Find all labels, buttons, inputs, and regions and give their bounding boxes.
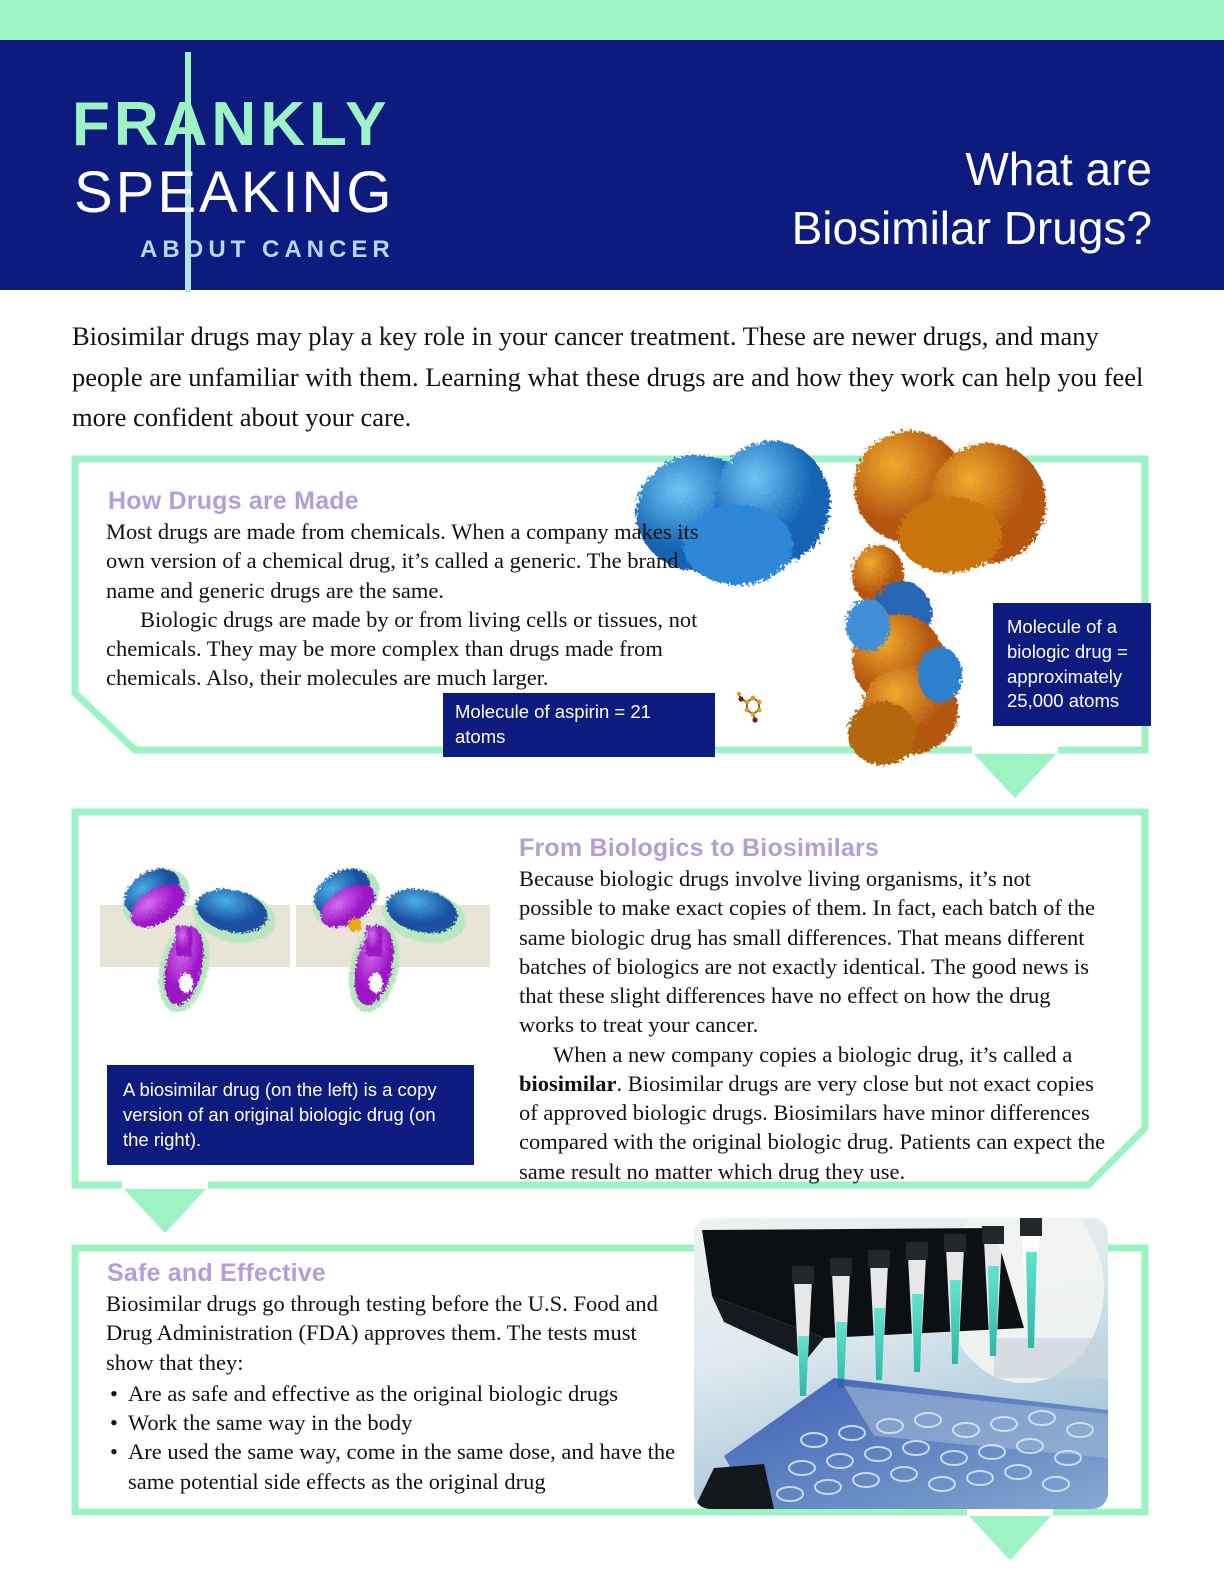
caption-aspirin: Molecule of aspirin = 21 atoms	[443, 693, 715, 757]
bold-term-biosimilar: biosimilar	[519, 1070, 617, 1096]
paragraph: Biologic drugs are made by or from living cells or tissues, not chemicals. They may be more complex than drugs made from chemicals. Also, their molecules are much larger.	[106, 606, 698, 691]
section-title-how-drugs-are-made: How Drugs are Made	[108, 487, 359, 515]
list-item: • Work the same way in the body	[106, 1408, 686, 1437]
logo-line-about-cancer: ABOUT CANCER	[140, 236, 395, 263]
paragraph: Because biologic drugs involve living organisms, it’s not possible to make exact copies of them. In fact, each batch of the same biologic drug has small differences. That means different batches of biologics are not exactly identical. The good news is that these slight differences have no effect on how the drug works to treat your cancer.	[519, 866, 1096, 1038]
page-title-line-1: What are	[965, 143, 1152, 195]
list-item: • Are as safe and effective as the original biologic drugs	[106, 1379, 686, 1408]
list-item: • Are used the same way, come in the same dose, and have the same potential side effects as the original drug	[106, 1437, 686, 1496]
paragraph: Biosimilar drugs go through testing before the U.S. Food and Drug Administration (FDA) approves them. The tests must show that they:	[106, 1291, 658, 1375]
logo-line-speaking: SPEAKING	[74, 160, 395, 225]
antibody-pair-image	[100, 848, 490, 1038]
page-title	[532, 140, 1152, 258]
caption-biosimilar-comparison: A biosimilar drug (on the left) is a copy version of an original biologic drug (on the right).	[107, 1065, 474, 1165]
page-title-line-2: Biosimilar Drugs?	[791, 201, 1152, 254]
section-body-how-drugs-are-made	[106, 517, 716, 693]
top-accent-bar	[0, 0, 1224, 40]
intro-paragraph: Biosimilar drugs may play a key role in your cancer treatment. These are newer drugs, and many people are unfamiliar with them. Learning what these drugs are and how they work can help you feel more confident about your care.	[72, 321, 1144, 433]
molecule-hinge	[846, 545, 962, 765]
section-body-from-biologics-to-biosimilars	[519, 864, 1109, 1186]
page-header	[0, 40, 1224, 290]
section-title-from-biologics-to-biosimilars: From Biologics to Biosimilars	[519, 834, 880, 862]
aspirin-molecule-image	[735, 690, 769, 724]
section-title-safe-and-effective: Safe and Effective	[107, 1259, 326, 1287]
caption-biologic-molecule: Molecule of a biologic drug = approximately 25,000 atoms	[993, 603, 1151, 726]
section-body-safe-and-effective	[106, 1289, 686, 1496]
logo-line-frankly: FRANKLY	[72, 90, 391, 159]
brand-logo	[72, 52, 492, 292]
lab-pipette-image	[694, 1218, 1108, 1509]
paragraph-with-bold-term: When a new company copies a biologic drug, it’s called a biosimilar. Biosimilar drugs are very close but not exact copies of approved biologic drugs. Biosimilars have minor differences compared with the original biologic drug. Patients can expect the same result no matter which drug they use.	[519, 1041, 1106, 1184]
paragraph: Most drugs are made from chemicals. When a company makes its own version of a chemical drug, it’s called a generic. The brand name and generic drugs are the same.	[106, 519, 699, 603]
requirements-list	[106, 1379, 686, 1496]
